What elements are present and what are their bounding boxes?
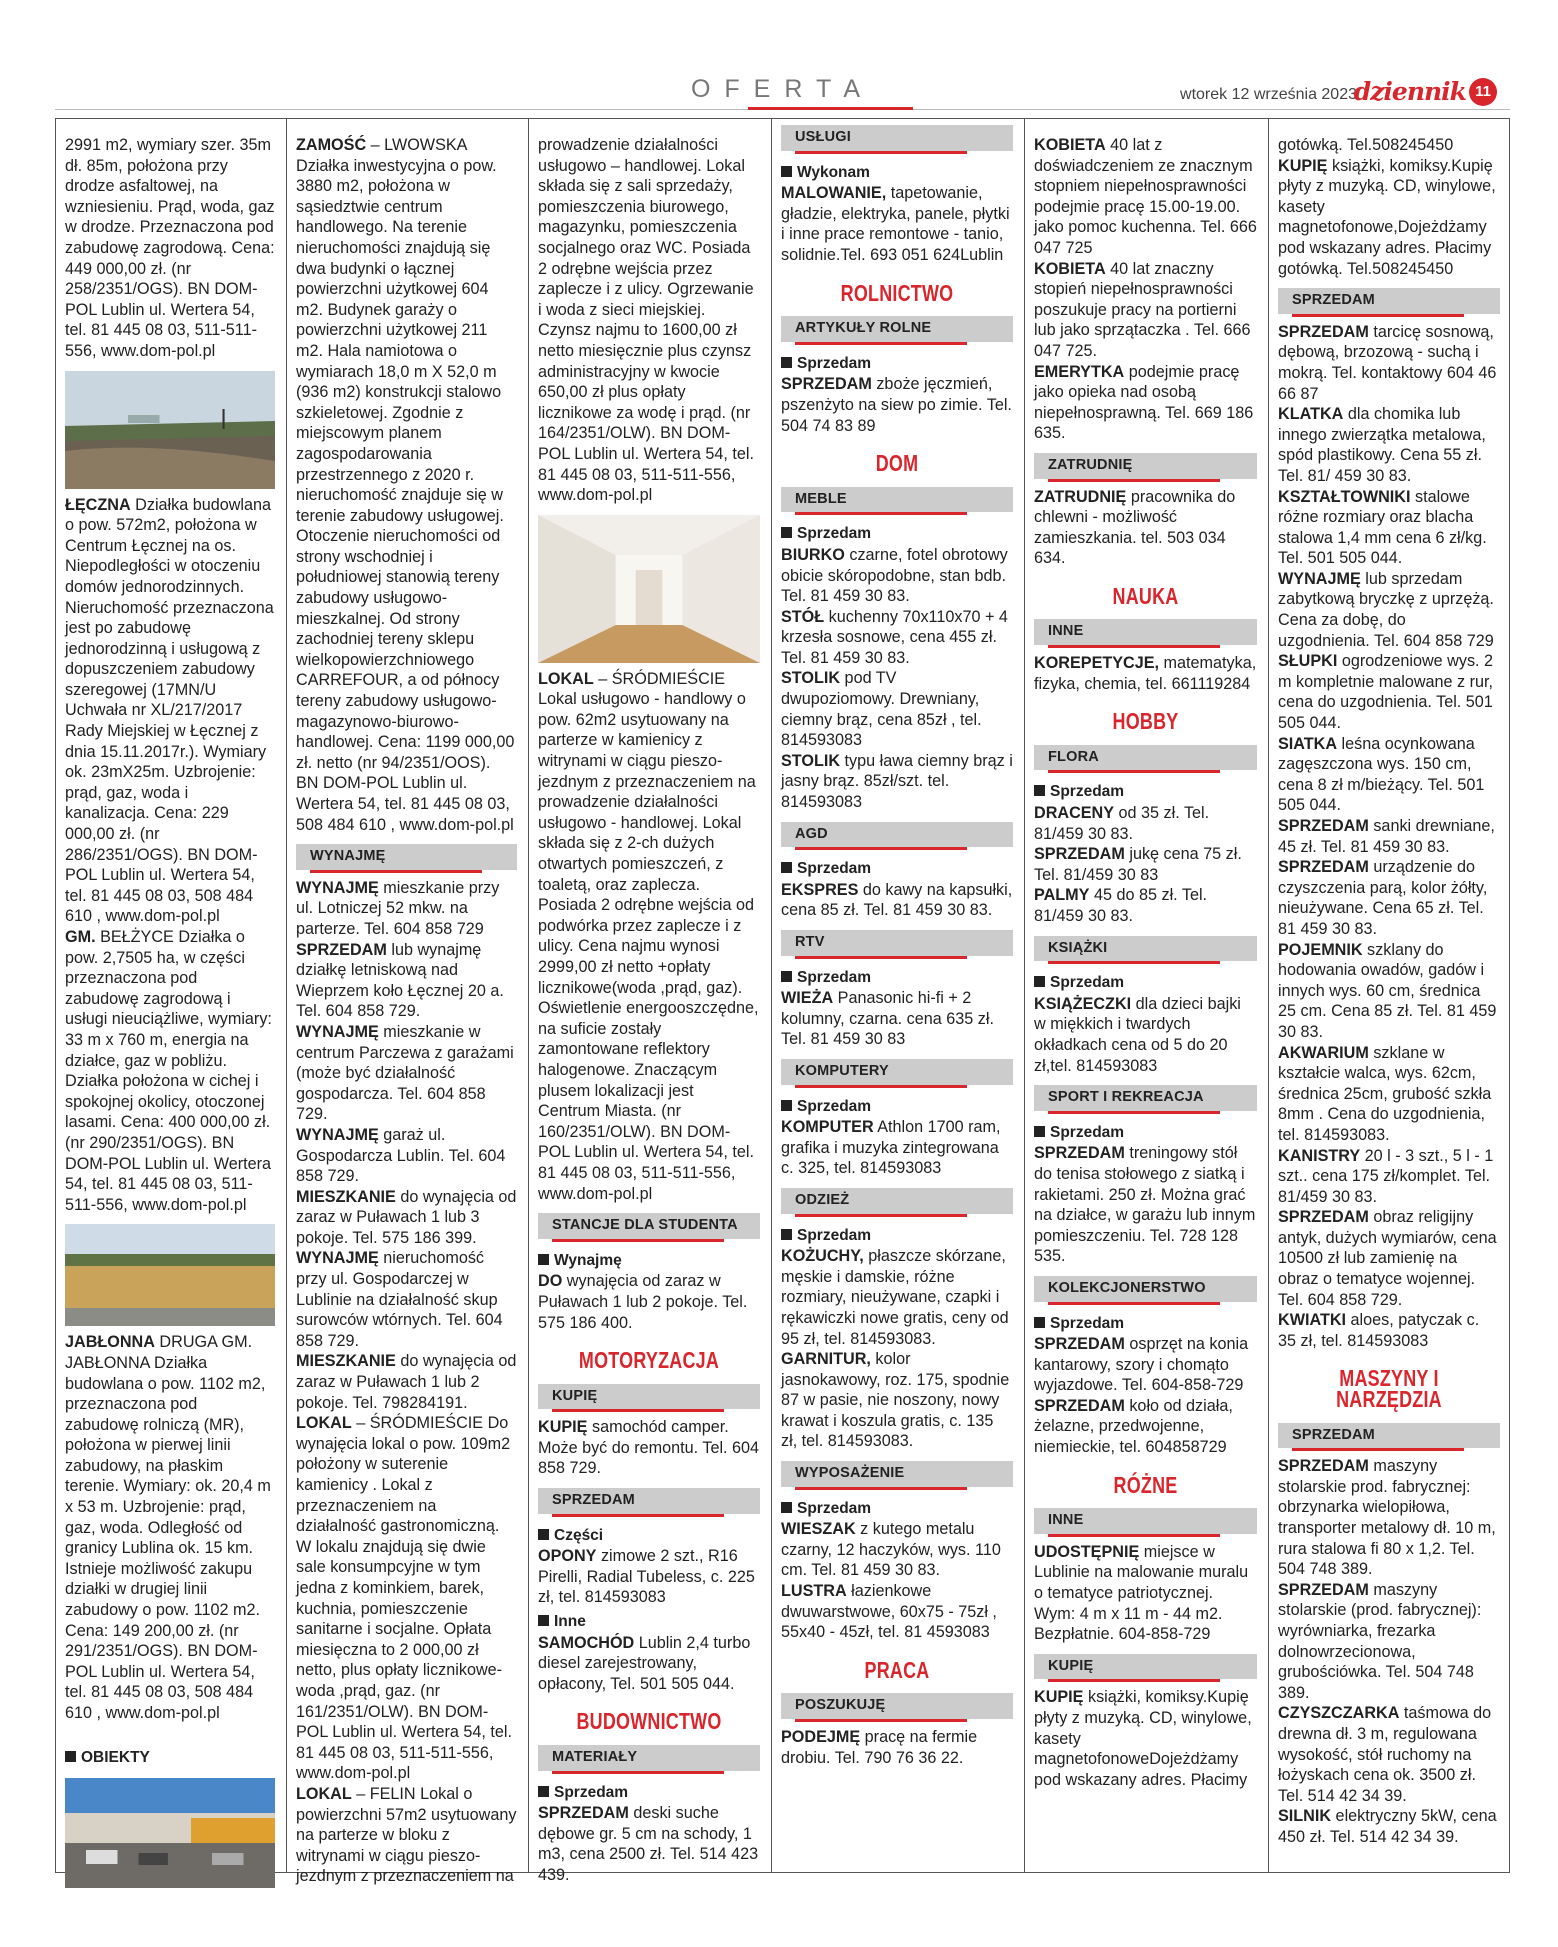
listing-text: SILNIK elektryczny 5kW, cena 450 zł. Tel. 514 42 34 39. <box>1278 1807 1497 1846</box>
newspaper-logo: dziennik <box>1353 77 1466 106</box>
subcategory-wykonam: Wykonam <box>781 163 1013 184</box>
listing-text: PODEJMĘ pracę na fermie drobiu. Tel. 790 76 36 22. <box>781 1728 978 1767</box>
category-inne: INNE <box>1034 619 1257 645</box>
photo-plot-jablonna <box>65 1224 275 1326</box>
listing-text: KUPIĘ książki, komiksy.Kupię płyty z muzyką. CD, winylowe, kasety magnetofonoweDojeżdżamy pod wskazany adres. Płacimy <box>1034 1688 1252 1789</box>
listing-text: MIESZKANIE do wynajęcia od zaraz w Puławach 1 lub 3 pokoje. Tel. 575 186 399. <box>296 1187 517 1247</box>
listing-text: EMERYTKA podejmie pracę jako opieka nad osobą niepełnosprawną. Tel. 669 186 635. <box>1034 362 1254 443</box>
listing-text: ZATRUDNIĘ pracownika do chlewni - możliwość zamieszkania. tel. 503 034 634. <box>1034 487 1236 568</box>
listing-text: SPRZEDAM maszyny stolarskie (prod. fabrycznej): wyrówniarka, frezarka dolnowrzecionowa, grubościówka. Tel. 504 748 389. <box>1278 1580 1482 1702</box>
section-maszyny: MASZYNY I NARZĘDZIA <box>1336 1365 1442 1413</box>
subcategory-sprzedam: Sprzedam <box>781 1499 1013 1520</box>
category-sport: SPORT I REKREACJA <box>1034 1085 1257 1111</box>
listing-text: OPONY zimowe 2 szt., R16 Pirelli, Radial Tubeless, c. 225 zł, tel. 814593083 <box>538 1547 755 1607</box>
category-odziez: ODZIEŻ <box>781 1188 1013 1214</box>
header-accent <box>748 107 913 110</box>
column-4 <box>772 119 1024 1872</box>
listing-text: POJEMNIK szklany do hodowania owadów, gadów i innych wys. 60 cm, średnica 25 cm. Cena 85 zł. Tel. 81 459 30 83. <box>1278 940 1497 1041</box>
subcategory-sprzedam: Sprzedam <box>781 354 1013 375</box>
listing-text: KOBIETA 40 lat znaczny stopień niepełnosprawności poszukuje pracy na portierni lub jako sprzątaczka . Tel. 666 047 725. <box>1034 259 1251 360</box>
subcategory-czesci: Części <box>538 1526 760 1547</box>
listing-text: SPRZEDAM sanki drewniane, 45 zł. Tel. 81 459 30 83. <box>1278 817 1495 856</box>
listing-text: LUSTRA łazienkowe dwuwarstwowe, 60x75 - 75zł , 55x40 - 45zł, tel. 81 4593083 <box>781 1582 997 1642</box>
listing-text: MALOWANIE, tapetowanie, gładzie, elektryka, panele, płytki i inne prace remontowe - tanio, solidnie.Tel. 693 051 624Lublin <box>781 184 1010 264</box>
listing-text: SPRZEDAM zboże jęczmień, pszenżyto na siew po zimie. Tel. 504 74 83 89 <box>781 375 1012 435</box>
listing-text: SPRZEDAM maszyny stolarskie prod. fabrycznej: obrzynarka wielopiłowa, transporter metalowy dł. 10 m, rura stalowa fi 80 x 1,2. Tel. 504 748 389. <box>1278 1457 1496 1579</box>
category-wyposazenie: WYPOSAŻENIE <box>781 1461 1013 1487</box>
section-hobby: HOBBY <box>1112 708 1179 735</box>
column-6 <box>1269 119 1511 1872</box>
listing-text: EKSPRES do kawy na kapsułki, cena 85 zł. Tel. 81 459 30 83. <box>781 880 1013 920</box>
listing-text: SPRZEDAM deski suche dębowe gr. 5 cm na schody, 1 m3, cena 2500 zł. Tel. 514 423 439. <box>538 1804 759 1884</box>
listing-text: WIEŻA Panasonic hi-fi + 2 kolumny, czarna. cena 635 zł. Tel. 81 459 30 83 <box>781 989 994 1049</box>
subcategory-wynajme: Wynajmę <box>538 1251 760 1272</box>
photo-lokal <box>538 515 760 663</box>
category-flora: FLORA <box>1034 745 1257 771</box>
listing-text: KUPIĘ książki, komiksy.Kupię płyty z muzyką. CD, winylowe, kasety magnetofonowe,Dojeżdżamy pod wskazany adres. Płacimy gotówką. Tel.508245450 <box>1278 156 1496 278</box>
subcategory-sprzedam: Sprzedam <box>1034 1123 1257 1144</box>
category-kupie: KUPIĘ <box>538 1384 760 1410</box>
category-rtv: RTV <box>781 930 1013 956</box>
category-meble: MEBLE <box>781 487 1013 513</box>
listing-text: SPRZEDAM obraz religijny antyk, dużych wymiarów, cena 10500 zł lub zamienię na obraz o tematyce wojennej. Tel. 604 858 729. <box>1278 1208 1497 1309</box>
listing-text: KLATKA dla chomika lub innego zwierzątka metalowa, spód plastikowy. Cena 55 zł. Tel. 81/ 459 30 83. <box>1278 405 1486 485</box>
listing-text: SPRZEDAM jukę cena 75 zł. Tel. 81/459 30 83 <box>1034 845 1242 884</box>
subcategory-sprzedam: Sprzedam <box>538 1783 760 1804</box>
listing-text: WYNAJMĘ nieruchomość przy ul. Gospodarczej w Lublinie na działalność skup surowców wtórnych. Tel. 604 858 729. <box>296 1249 503 1350</box>
listing-text: DO wynajęcia od zaraz w Puławach 1 lub 2 pokoje. Tel. 575 186 400. <box>538 1272 748 1332</box>
category-wynajme: WYNAJMĘ <box>296 844 517 870</box>
subcategory-sprzedam: Sprzedam <box>781 524 1013 545</box>
column-5 <box>1025 119 1268 1872</box>
listing-text: SPRZEDAM treningowy stół do tenisa stołowego z siatką i rakietami. 250 zł. Można grać na działce, w garażu lub innym pomieszczeniu. Tel. 728 128 535. <box>1034 1144 1256 1266</box>
photo-plot-leczna <box>65 371 275 489</box>
section-nauka: NAUKA <box>1112 582 1179 609</box>
listing-text: STOLIK typu ława ciemny brąz i jasny brąz. 85zł/szt. tel. 814593083 <box>781 751 1013 812</box>
category-ksiazki: KSIĄŻKI <box>1034 936 1257 962</box>
listing-text: SŁUPKI ogrodzeniowe wys. 2 m kompletnie malowane z rur, cena do uzgodnienia. Tel. 501 505 044. <box>1278 652 1494 733</box>
photo-obiekty <box>65 1778 275 1888</box>
listing-text: GM. BEŁŻYCE Działka o pow. 2,7505 ha, w części przeznaczona pod zabudowę zagrodową i usługi nieuciążliwe, wymiary: 33 m x 760 m, energia na działce, gaz w pobliżu. Działka położona w cichej i spokojnej okolicy, otoczonej lasami. Cena: 400 000,00 zł. (nr 290/2351/OGS). BN DOM-POL Lublin ul. Wertera 54, tel. 81 445 08 03, 511-511-556, www.dom-pol.pl <box>65 928 272 1214</box>
listing-text: KOŻUCHY, płaszcze skórzane, męskie i damskie, różne rozmiary, nieużywane, czapki i rękawiczki nowe gratis, ceny od 95 zł, tel. 814593083. <box>781 1247 1009 1348</box>
listing-text: WYNAJMĘ mieszkanie przy ul. Lotniczej 52 mkw. na parterze. Tel. 604 858 729 <box>296 878 500 938</box>
subcategory-inne: Inne <box>538 1612 760 1633</box>
listing-text: MIESZKANIE do wynajęcia od zaraz w Puławach 1 lub 2 pokoje. Tel. 798284191. <box>296 1352 517 1412</box>
listing-text: CZYSZCZARKA taśmowa do drewna dł. 3 m, regulowana wysokość, stół ruchomy na łożyskach cena ok. 3500 zł. Tel. 514 42 34 39. <box>1278 1704 1492 1805</box>
page-number: 11 <box>1469 78 1497 106</box>
category-zatrudnie: ZATRUDNIĘ <box>1034 453 1257 479</box>
issue-date: wtorek 12 września 2023 <box>1180 86 1357 103</box>
category-inne: INNE <box>1034 1508 1257 1534</box>
category-agd: AGD <box>781 822 1013 848</box>
listing-text: STÓŁ kuchenny 70x110x70 + 4 krzesła sosnowe, cena 455 zł. Tel. 81 459 30 83. <box>781 607 1008 667</box>
listing-text: JABŁONNA DRUGA GM. JABŁONNA Działka budowlana o pow. 1102 m2, przeznaczona pod zabudowę rolniczą (MR), położona w pierwej linii zabudowy, na płaskim terenie. Wymiary: ok. 20,4 m x 53 m. Uzbrojenie: prąd, gaz, woda. Odległość od granicy Lublina ok. 15 km. Istnieje możliwość zakupu działki w drugiej linii zabudowy o pow. 1102 m2. Cena: 149 200,00 zł. (nr 291/2351/OGS). BN DOM-POL Lublin ul. Wertera 54, tel. 81 445 08 03, 508 484 610 , www.dom-pol.pl <box>65 1333 271 1722</box>
listing-text: gotówką. Tel.508245450 <box>1278 136 1454 154</box>
category-komputery: KOMPUTERY <box>781 1059 1013 1085</box>
listing-text: DRACENY od 35 zł. Tel. 81/459 30 83. <box>1034 804 1210 843</box>
listing-text: KOMPUTER Athlon 1700 ram, grafika i muzyka zintegrowana c. 325, tel. 814593083 <box>781 1118 1001 1178</box>
category-artykuly-rolne: ARTYKUŁY ROLNE <box>781 316 1013 342</box>
category-stancje: STANCJE DLA STUDENTA <box>538 1213 760 1239</box>
listing-text: LOKAL – FELIN Lokal o powierzchni 57m2 usytuowany na parterze w bloku z witrynami w ciągu pieszo-jezdnym z przeznaczeniem na <box>296 1784 517 1886</box>
category-sprzedam: SPRZEDAM <box>1278 288 1500 314</box>
section-motoryzacja: MOTORYZACJA <box>578 1347 720 1374</box>
column-2 <box>287 119 528 1886</box>
listing-text: BIURKO czarne, fotel obrotowy obicie skóropodobne, stan bdb. Tel. 81 459 30 83. <box>781 545 1008 606</box>
subcategory-sprzedam: Sprzedam <box>1034 973 1257 994</box>
listing-text: SPRZEDAM koło od działa, żelazne, przedwojenne, niemieckie, tel. 604858729 <box>1034 1396 1233 1457</box>
section-budownictwo: BUDOWNICTWO <box>576 1708 722 1735</box>
listing-text: SIATKA leśna ocynkowana zagęszczona wys. 150 cm, cena 8 zł m/bieżący. Tel. 501 505 044. <box>1278 734 1485 815</box>
category-kolekcjonerstwo: KOLEKCJONERSTWO <box>1034 1276 1257 1302</box>
subcategory-sprzedam: Sprzedam <box>781 1097 1013 1118</box>
subcategory-sprzedam: Sprzedam <box>1034 782 1257 803</box>
section-rolnictwo: ROLNICTWO <box>840 279 954 306</box>
listing-text: PALMY 45 do 85 zł. Tel. 81/459 30 83. <box>1034 886 1208 925</box>
listing-text: UDOSTĘPNIĘ miejsce w Lublinie na malowanie muralu o tematyce patriotycznej. Wym: 4 m x 11 m - 44 m2. Bezpłatnie. 604-858-729 <box>1034 1542 1249 1644</box>
listing-text: WYNAJMĘ lub sprzedam zabytkową bryczkę z uprzężą. Cena za dobę, do uzgodnienia. Tel. 604 858 729 <box>1278 569 1494 650</box>
subcategory-sprzedam: Sprzedam <box>781 968 1013 989</box>
category-sprzedam: SPRZEDAM <box>1278 1423 1500 1449</box>
column-3 <box>529 119 771 1884</box>
listing-text: prowadzenie działalności usługowo – handlowej. Lokal składa się z sali sprzedaży, pomieszczenia biurowego, magazynku, pomieszczenia socjalnego oraz WC. Posiada 2 odrębne wejścia przez zaplecze i z ulicy. Ogrzewanie i woda z sieci miejskiej. Czynsz najmu to 1600,00 zł netto miesięcznie plus czynsz administracyjny w kwocie 650,00 zł plus opłaty licznikowe za wodę i prąd. (nr 164/2351/OLW). BN DOM-POL Lublin ul. Wertera 54, tel. 81 445 08 03, 511-511-556, www.dom-pol.pl <box>538 136 754 505</box>
listing-text: KSIĄŻECZKI dla dzieci bajki w miękkich i twardych okładkach cena od 5 do 20 zł,tel. 814593083 <box>1034 994 1241 1075</box>
listing-text: SPRZEDAM lub wynajmę działkę letniskową nad Wieprzem koło Łęcznej 20 a. Tel. 604 858 729. <box>296 940 504 1021</box>
listing-text: KUPIĘ samochód camper. Może być do remontu. Tel. 604 858 729. <box>538 1418 760 1478</box>
listing-text: WYNAJMĘ garaż ul. Gospodarcza Lublin. Tel. 604 858 729. <box>296 1125 506 1186</box>
listing-text: KANISTRY 20 l - 3 szt., 5 l - 1 szt.. cena 175 zł/komplet. Tel. 81/459 30 83. <box>1278 1146 1494 1206</box>
listing-text: LOKAL – ŚRÓDMIEŚCIE Do wynajęcia lokal o pow. 109m2 położony w suterenie kamienicy . Lokal z przeznaczeniem na działalność gastronomiczną. W lokalu znajdują się dwie sale konsumpcyjne w tym jedna z kominkiem, barek, kuchnia, pomieszczenie sanitarne i socjalne. Opłata miesięczna to 2 000,00 zł netto, plus opłaty licznikowe-woda ,prąd, gaz. (nr 161/2351/OLW). BN DOM-POL Lublin ul. Wertera 54, tel. 81 445 08 03, 511-511-556, www.dom-pol.pl <box>296 1414 512 1783</box>
listing-text: KWIATKI aloes, patyczak c. 35 zł, tel. 814593083 <box>1278 1311 1480 1350</box>
classifieds-frame <box>55 118 1510 1886</box>
category-sprzedam: SPRZEDAM <box>538 1488 760 1514</box>
listing-text: WYNAJMĘ mieszkanie w centrum Parczewa z garażami (może być działalność gospodarcza. Tel. 604 858 729. <box>296 1022 514 1124</box>
listing-text: KOREPETYCJE, matematyka, fizyka, chemia, tel. 661119284 <box>1034 654 1257 693</box>
category-uslugi: USŁUGI <box>781 125 1013 151</box>
listing-text: AKWARIUM szklane w kształcie walca, wys. 62cm, średnica 25cm, grubość szkła 8mm . Cena do uzgodnienia, tel. 814593083. <box>1278 1043 1492 1144</box>
category-materialy: MATERIAŁY <box>538 1745 760 1771</box>
listing-text: WIESZAK z kutego metalu czarny, 12 haczyków, wys. 110 cm. Tel. 81 459 30 83. <box>781 1520 1001 1580</box>
listing-text: ŁĘCZNA Działka budowlana o pow. 572m2, położona w Centrum Łęcznej na os. Niepodległości w otoczeniu domów jednorodzinnych. Nieruchomość przeznaczona jest po zabudowę jednorodzinną i usługową z dopuszczeniem zabudowy szeregowej (17MN/U Uchwała nr XL/217/2017 Rady Miejskiej w Łęcznej z dnia 15.11.2017r.). Wymiary ok. 23mX25m. Uzbrojenie: prąd, gaz, woda i kanalizacja. Cena: 229 000,00 zł. (nr 286/2351/OGS). BN DOM-POL Lublin ul. Wertera 54, tel. 81 445 08 03, 508 484 610 , www.dom-pol.pl <box>65 495 274 926</box>
subcategory-sprzedam: Sprzedam <box>781 859 1013 880</box>
listing-text: SPRZEDAM tarcicę sosnową, dębową, brzozową - suchą i mokrą. Tel. kontaktowy 604 46 66 87 <box>1278 322 1497 403</box>
column-1 <box>56 119 286 1872</box>
listing-text: STOLIK pod TV dwupoziomowy. Drewniany, ciemny brąz, cena 85zł , tel. 814593083 <box>781 669 982 750</box>
listing-text: SPRZEDAM urządzenie do czyszczenia parą, kolor żółty, nieużywane. Cena 65 zł. Tel. 81 459 30 83. <box>1278 858 1488 938</box>
listing-text: 2991 m2, wymiary szer. 35m dł. 85m, położona przy drodze asfaltowej, na wzniesieniu. Prąd, woda, gaz w drodze. Przeznaczona pod zabudowę zagrodową. Cena: 449 000,00 zł. (nr 258/2351/OGS). BN DOM-POL Lublin ul. Wertera 54, tel. 81 445 08 03, 511-511-556, www.dom-pol.pl <box>65 136 275 360</box>
listing-text: GARNITUR, kolor jasnokawowy, roz. 175, spodnie 87 w pasie, nie noszony, nowy krawat i koszula gratis, c. 135 zł, tel. 814593083. <box>781 1350 1010 1451</box>
listing-text: LOKAL – ŚRÓDMIEŚCIE Lokal usługowo - handlowy o pow. 62m2 usytuowany na parterze w kamienicy z witrynami w ciągu pieszo-jezdnym z przeznaczeniem na prowadzenie działalności usługowo - handlowej. Lokal składa się z 2-ch dużych otwartych pomieszczeń, z toaletą, oraz zaplecza. Posiada 2 odrębne wejścia od podwórka przez zaplecze i z ulicy. Cena najmu wynosi 2999,00 zł netto +opłaty licznikowe(woda ,prąd, gaz). Oświetlenie energooszczędne, na suficie zostały zamontowane reflektory halogenowe. Znaczącym plusem lokalizacji jest Centrum Miasta. (nr 160/2351/OLW). BN DOM-POL Lublin ul. Wertera 54, tel. 81 445 08 03, 511-511-556, www.dom-pol.pl <box>538 669 759 1203</box>
category-obiekty: OBIEKTY <box>65 1748 275 1769</box>
subcategory-sprzedam: Sprzedam <box>1034 1314 1257 1335</box>
listing-text: KSZTAŁTOWNIKI stalowe różne rozmiary oraz blacha stalowa 1,4 mm cena 6 zł/kg. Tel. 501 505 044. <box>1278 487 1487 568</box>
section-title: OFERTA <box>690 75 875 103</box>
listing-text: KOBIETA 40 lat z doświadczeniem ze znacznym stopniem niepełnosprawności podejmie pracę 15.00-19.00. jako pomoc kuchenna. Tel. 666 047 725 <box>1034 136 1257 257</box>
listing-text: SAMOCHÓD Lublin 2,4 turbo diesel zarejestrowany, opłacony, Tel. 501 505 044. <box>538 1633 751 1693</box>
listing-text: ZAMOŚĆ – LWOWSKA Działka inwestycyjna o pow. 3880 m2, położona w sąsiedztwie centrum handlowego. Na terenie nieruchomości znajdują się dwa budynki o łącznej powierzchni użytkowej 604 m2. Budynek garaży o powierzchni użytkowej 211 m2. Hala namiotowa o wymiarach 18,0 m X 52,0 m (936 m2) konstrukcji stalowo szkieletowej. Zgodnie z miejscowym planem zagospodarowania przestrzennego z 2020 r. nieruchomość znajduje się w terenie zabudowy usługowej. Otoczenie nieruchomości od strony wschodniej i południowej stanowią tereny zabudowy usługowo-mieszkalnej. Od strony zachodniej tereny sklepu wielkopowierzchniowego CARREFOUR, a od północy tereny zabudowy usługowo-magazynowo-biurowo-handlowej. Cena: 1199 000,00 zł. netto (nr 94/2351/OOS). BN DOM-POL Lublin ul. Wertera 54, tel. 81 445 08 03, 508 484 610 , www.dom-pol.pl <box>296 136 515 834</box>
listing-text: SPRZEDAM osprzęt na konia kantarowy, szory i chomąto wyjazdowe. Tel. 604-858-729 <box>1034 1335 1249 1395</box>
section-praca: PRACA <box>864 1656 930 1683</box>
subcategory-sprzedam: Sprzedam <box>781 1226 1013 1247</box>
category-poszukuje: POSZUKUJĘ <box>781 1693 1013 1719</box>
section-dom: DOM <box>875 450 919 477</box>
section-rozne: RÓŻNE <box>1113 1471 1178 1498</box>
category-kupie: KUPIĘ <box>1034 1654 1257 1680</box>
page-header <box>55 75 1510 113</box>
